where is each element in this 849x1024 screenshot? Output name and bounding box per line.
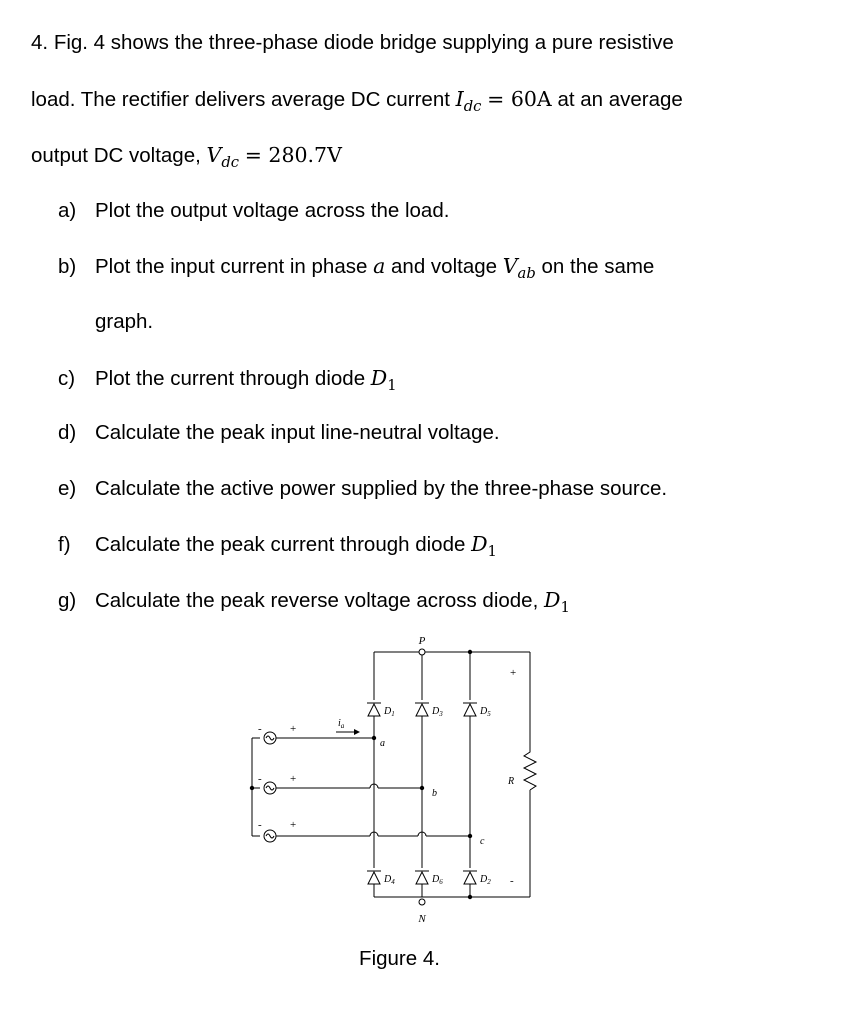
load-minus-sign: -	[510, 875, 514, 887]
question-text: Plot the current through diode	[95, 367, 366, 390]
question-b-continuation: graph.	[95, 310, 154, 333]
diode-d6-icon	[415, 871, 429, 884]
problem-intro-line-2: load. The rectifier delivers average DC current	[31, 88, 450, 111]
question-text-3: on the same	[541, 255, 655, 278]
question-text-2: and voltage	[391, 255, 498, 278]
vdc-subscript: dc	[221, 154, 240, 172]
label-p: P	[418, 635, 426, 647]
question-variable: D	[544, 588, 561, 612]
idc-symbol: I	[455, 87, 464, 111]
question-text: Calculate the peak reverse voltage across diode,	[95, 589, 539, 612]
terminal-n	[419, 899, 425, 905]
source-b-plus: +	[290, 773, 297, 785]
question-a	[58, 199, 449, 223]
terminal-p	[419, 649, 425, 655]
label-d1: $D_1$	[384, 706, 395, 718]
vdc-symbol: V	[206, 143, 222, 167]
question-f	[58, 532, 497, 561]
problem-intro-line-3: output DC voltage,	[31, 144, 201, 167]
question-variable-2: V	[502, 254, 518, 278]
problem-line-2	[31, 87, 683, 116]
source-a-plus: +	[290, 723, 297, 735]
diode-d1-icon	[367, 703, 381, 716]
source-b-minus: -	[258, 773, 262, 785]
question-b	[58, 254, 769, 283]
problem-intro-line-1: Fig. 4 shows the three-phase diode bridge supplying a pure resistive	[53, 31, 674, 54]
question-g	[58, 588, 570, 617]
label-n: N	[418, 913, 426, 925]
diode-d3-icon	[415, 703, 429, 716]
label-d4: $D_4$	[384, 874, 395, 886]
label-c: c	[480, 836, 485, 847]
label-b: b	[432, 788, 437, 799]
question-variable: a	[373, 254, 386, 278]
question-label: f)	[58, 533, 71, 556]
question-variable: D	[370, 366, 388, 390]
node-c-dot	[468, 834, 472, 838]
current-label: $i_a$	[338, 718, 345, 730]
question-label: g)	[58, 589, 77, 612]
problem-intro-line-2-tail: at an average	[557, 88, 683, 111]
rectifier-circuit-diagram	[240, 628, 540, 928]
node-b-dot	[420, 786, 424, 790]
question-e	[58, 477, 667, 501]
problem-number: 4.	[31, 31, 49, 54]
load-plus-sign: +	[510, 667, 517, 679]
label-d5: $D_5$	[480, 706, 491, 718]
question-label: e)	[58, 477, 77, 500]
question-label: a)	[58, 199, 77, 222]
question-d	[58, 421, 500, 445]
question-text: Plot the output voltage across the load.	[95, 199, 450, 222]
source-a-minus: -	[258, 723, 262, 735]
node-a-dot	[372, 736, 376, 740]
question-variable-subscript: 1	[560, 599, 570, 617]
idc-subscript: dc	[463, 98, 482, 116]
source-c-minus: -	[258, 819, 262, 831]
question-variable: D	[471, 532, 488, 556]
diode-d2-icon	[463, 871, 477, 884]
source-c-plus: +	[290, 819, 297, 831]
question-text: Plot the input current in phase	[95, 255, 368, 278]
figure-caption-row	[0, 947, 849, 971]
load-resistor	[524, 748, 536, 790]
label-r: R	[508, 776, 515, 787]
label-d6: $D_6$	[432, 874, 443, 886]
idc-value: = 60A	[487, 87, 552, 111]
question-text: Calculate the peak current through diode	[95, 533, 466, 556]
vdc-value: = 280.7V	[244, 143, 342, 167]
question-variable-2-subscript: ab	[517, 265, 536, 283]
question-text: Calculate the active power supplied by the three-phase source.	[95, 477, 668, 500]
diode-d4-icon	[367, 871, 381, 884]
current-arrow-head	[354, 729, 360, 735]
question-c	[58, 366, 397, 395]
label-d3: $D_3$	[432, 706, 443, 718]
question-text: Calculate the peak input line-neutral voltage.	[95, 421, 500, 444]
question-variable-subscript: 1	[387, 377, 397, 395]
problem-line-1	[31, 31, 674, 55]
label-d2: $D_2$	[480, 874, 491, 886]
diode-d5-icon	[463, 703, 477, 716]
question-label: b)	[58, 255, 77, 278]
label-a: a	[380, 738, 385, 749]
question-label: d)	[58, 421, 77, 444]
problem-line-3	[31, 143, 342, 172]
question-label: c)	[58, 367, 76, 390]
question-variable-subscript: 1	[487, 543, 497, 561]
figure-caption: Figure 4.	[359, 947, 440, 970]
